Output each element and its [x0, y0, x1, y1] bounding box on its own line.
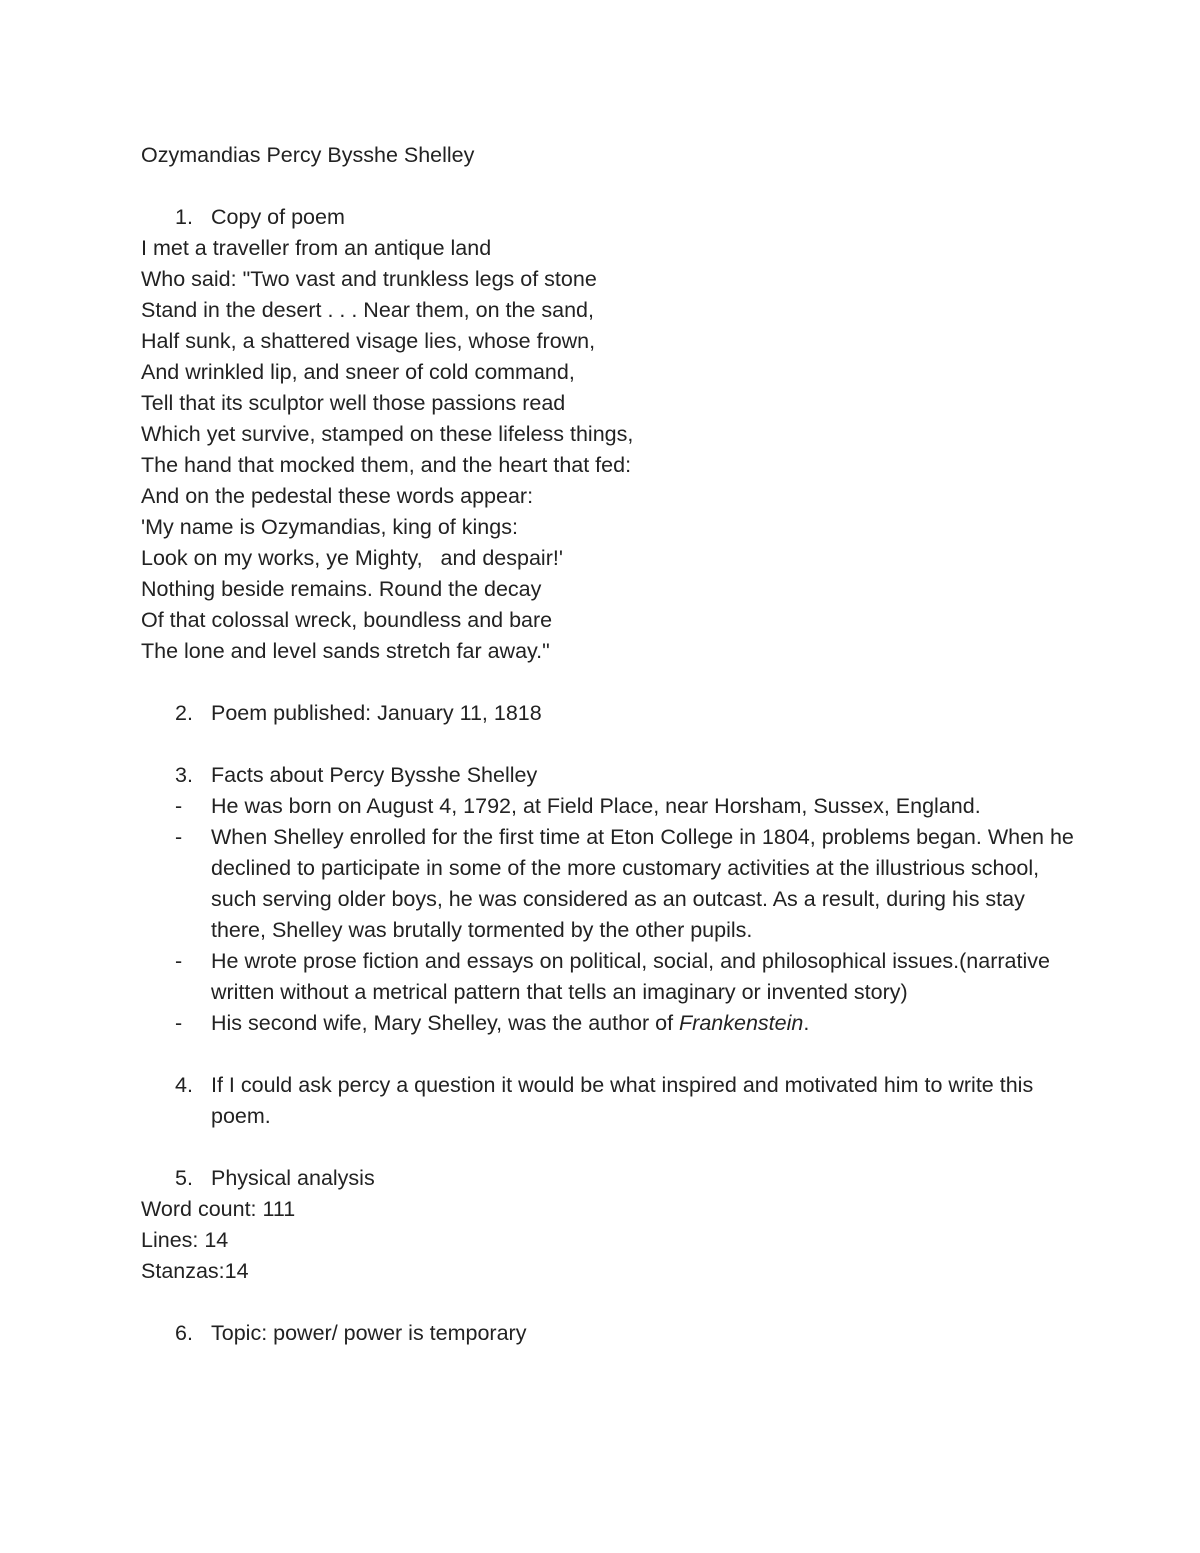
poem-line: Who said: "Two vast and trunkless legs of stone — [141, 267, 597, 291]
dash-bullet: - — [175, 949, 183, 973]
section-6 — [141, 1318, 1080, 1349]
section-4-number: 4. — [175, 1073, 193, 1097]
fact-text — [211, 1008, 1080, 1039]
dash-bullet: - — [175, 825, 183, 849]
fact-item — [141, 791, 1080, 822]
poem-line: 'My name is Ozymandias, king of kings: — [141, 515, 518, 539]
line-count: Lines: 14 — [141, 1228, 229, 1252]
section-2-number: 2. — [175, 701, 193, 725]
section-5-number: 5. — [175, 1166, 193, 1190]
fact-item — [141, 946, 1080, 1008]
poem-line: Which yet survive, stamped on these lifeless things, — [141, 422, 634, 446]
fact-text: When Shelley enrolled for the first time at Eton College in 1804, problems began. When he declined to participate in some of the more customary activities at the illustrious school, such serving older boys, he was considered as an outcast. As a result, during his stay there, Shelley was brutally tormented by the other pupils. — [211, 825, 1074, 942]
publication-date: Poem published: January 11, 1818 — [211, 701, 542, 725]
poem-line: And wrinkled lip, and sneer of cold command, — [141, 360, 575, 384]
poem-line: Nothing beside remains. Round the decay — [141, 577, 542, 601]
section-6-number: 6. — [175, 1321, 193, 1345]
dash-bullet: - — [175, 1011, 183, 1035]
fact-text: He was born on August 4, 1792, at Field Place, near Horsham, Sussex, England. — [211, 794, 981, 818]
section-3-label: Facts about Percy Bysshe Shelley — [211, 763, 538, 787]
poem-line: And on the pedestal these words appear: — [141, 484, 534, 508]
fact-suffix: . — [803, 1011, 810, 1035]
poem-line: The hand that mocked them, and the heart that fed: — [141, 453, 632, 477]
section-2 — [141, 698, 1080, 729]
question-text: If I could ask percy a question it would be what inspired and motivated him to write this poem. — [211, 1073, 1034, 1128]
section-4 — [141, 1070, 1080, 1132]
poem-line: Stand in the desert . . . Near them, on the sand, — [141, 298, 594, 322]
fact-item — [141, 822, 1080, 946]
section-3-number: 3. — [175, 763, 193, 787]
section-1-label: Copy of poem — [211, 205, 345, 229]
poem-line: Tell that its sculptor well those passions read — [141, 391, 566, 415]
word-count: Word count: 111 — [141, 1197, 296, 1221]
poem-line: Half sunk, a shattered visage lies, whose frown, — [141, 329, 596, 353]
poem-line: I met a traveller from an antique land — [141, 236, 492, 260]
section-3 — [141, 760, 1080, 791]
poem-line: The lone and level sands stretch far away." — [141, 639, 550, 663]
stanza-count: Stanzas:14 — [141, 1259, 249, 1283]
document-title: Ozymandias Percy Bysshe Shelley — [141, 143, 475, 167]
poem-line: Of that colossal wreck, boundless and bare — [141, 608, 553, 632]
section-5 — [141, 1163, 1080, 1194]
book-title-italic: Frankenstein — [679, 1011, 804, 1035]
section-1 — [141, 202, 1080, 233]
dash-bullet: - — [175, 794, 183, 818]
section-5-label: Physical analysis — [211, 1166, 375, 1190]
poem-line: Look on my works, ye Mighty, and despair!' — [141, 546, 563, 570]
fact-text: He wrote prose fiction and essays on political, social, and philosophical issues.(narrative written without a metrical pattern that tells an imaginary or invented story) — [211, 949, 1050, 1004]
topic-text: Topic: power/ power is temporary — [211, 1321, 527, 1345]
fact-item — [141, 1008, 1080, 1039]
section-1-number: 1. — [175, 205, 193, 229]
poem-text — [141, 233, 1080, 667]
fact-prefix: His second wife, Mary Shelley, was the author of — [211, 1011, 680, 1035]
